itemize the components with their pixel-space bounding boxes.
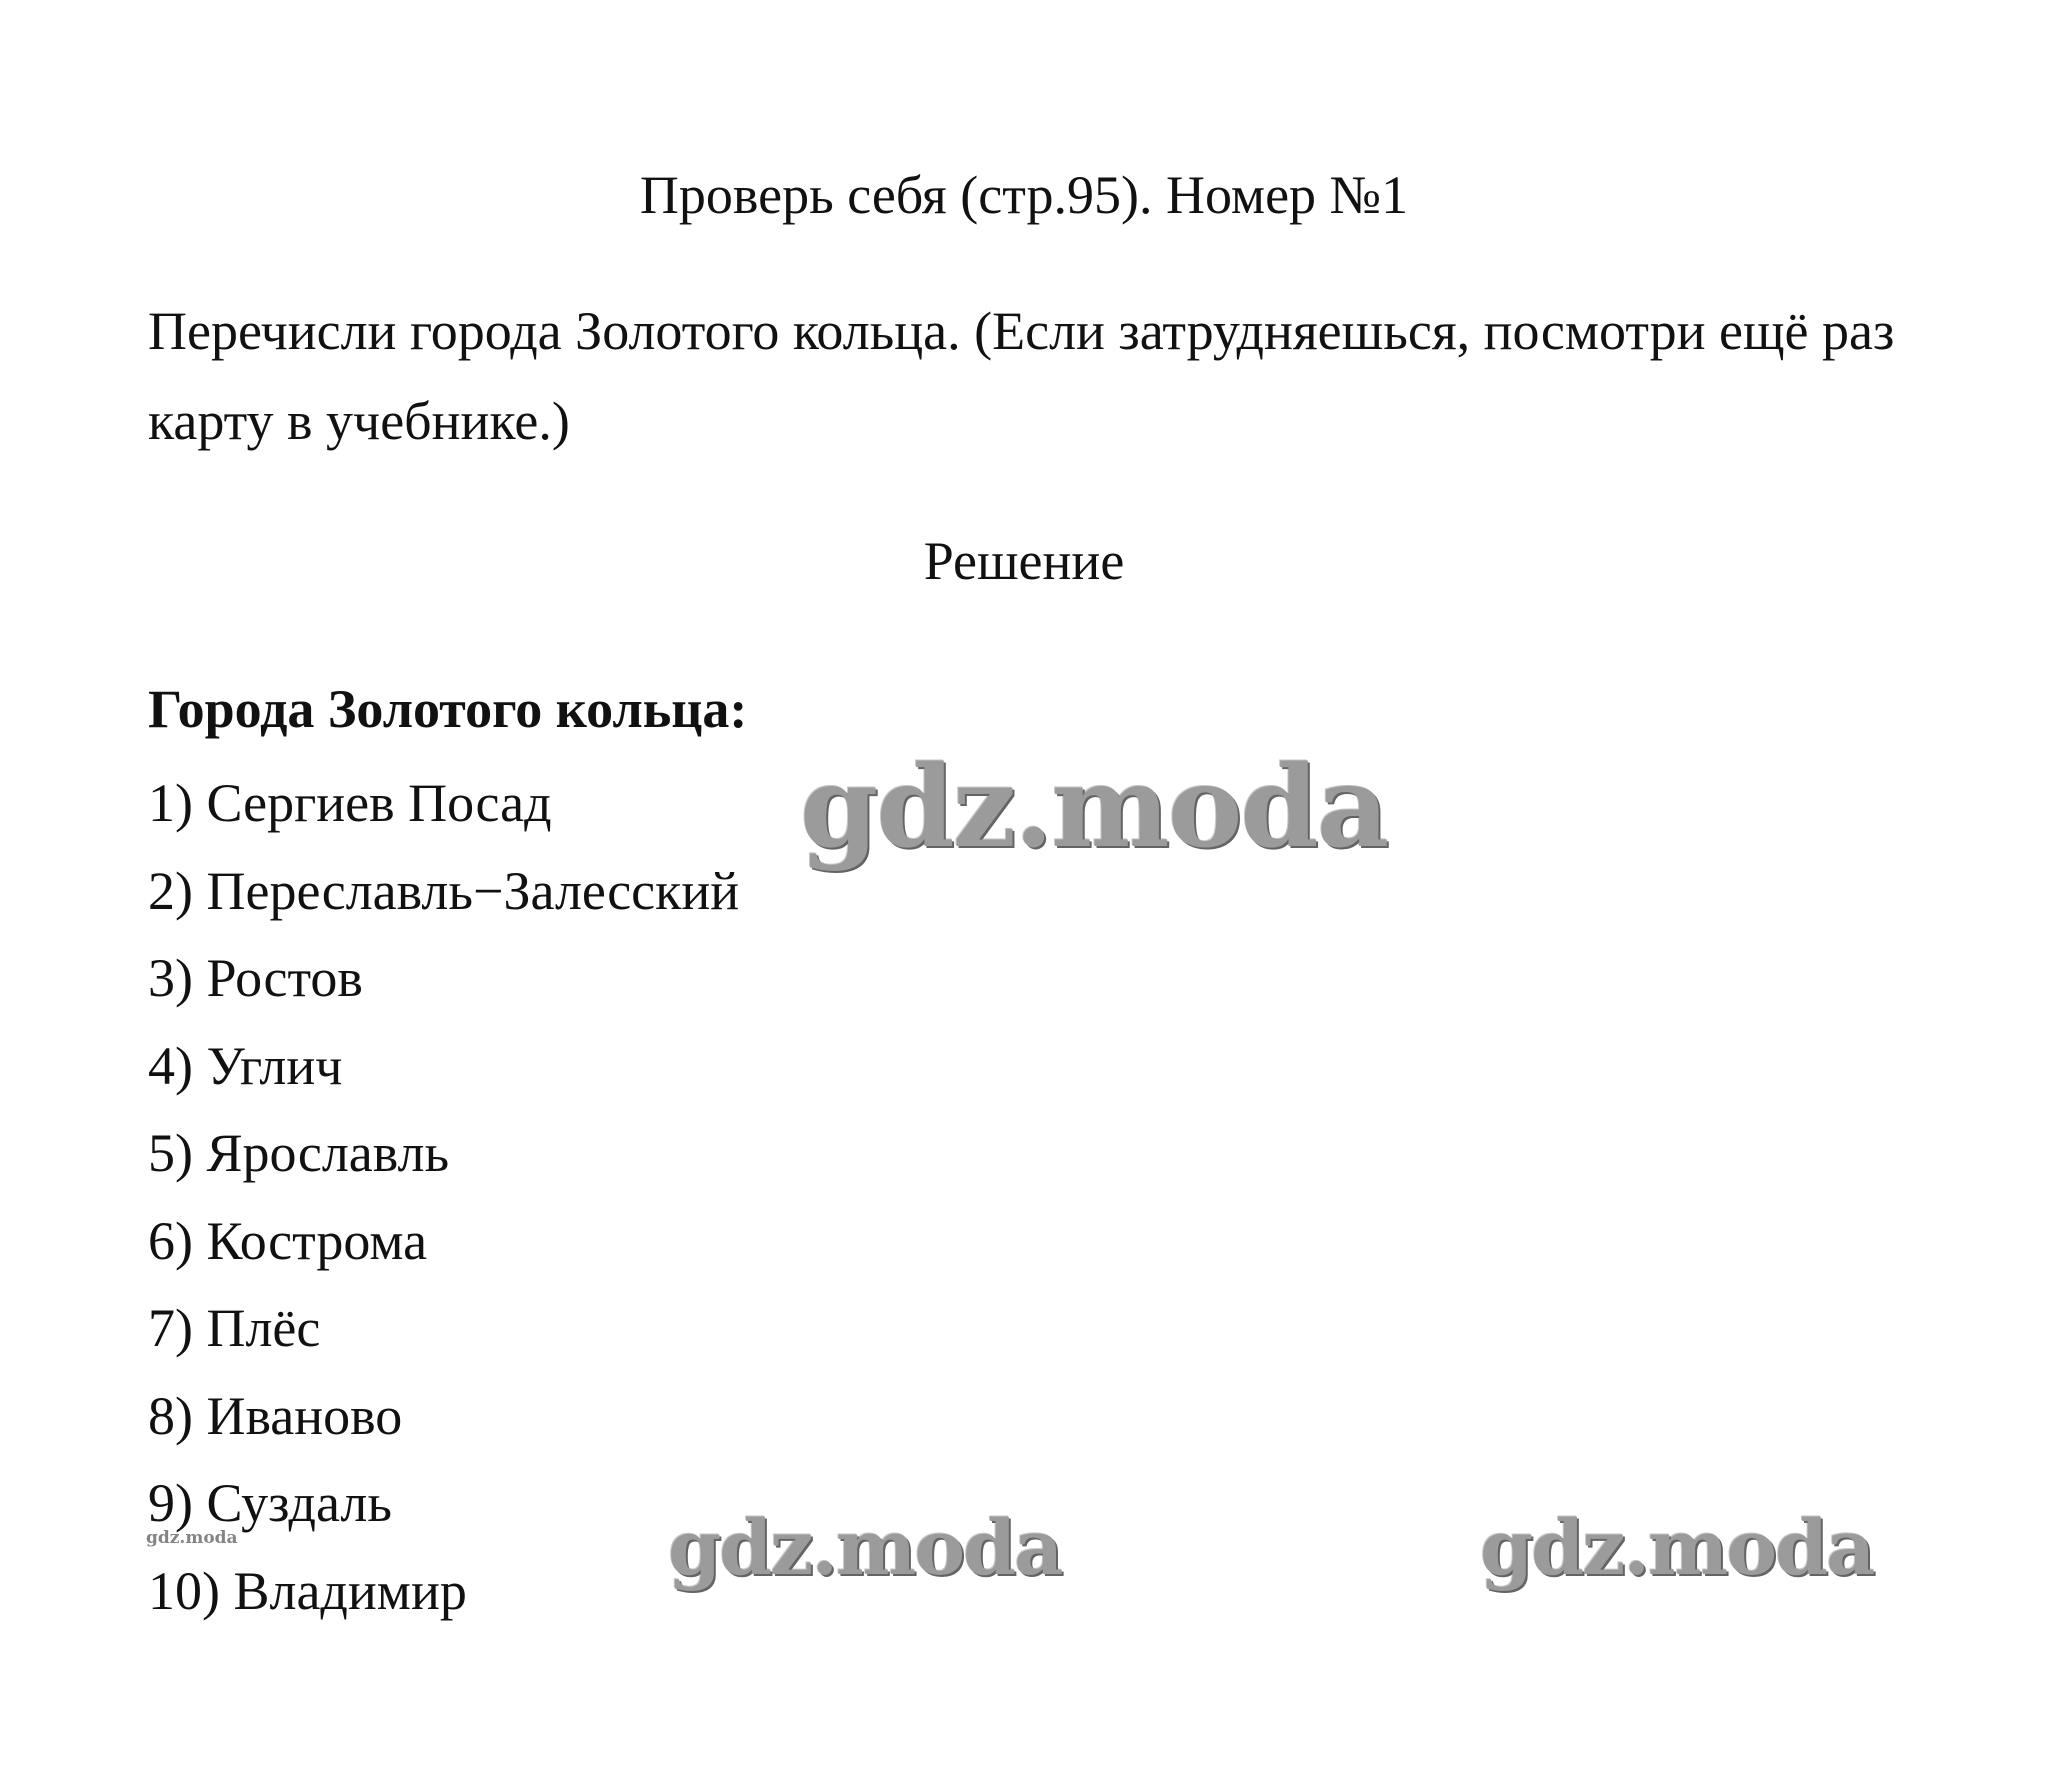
watermark-small: gdz.moda — [146, 1528, 238, 1548]
solution-heading: Решение — [923, 531, 1125, 591]
list-item: 4) Углич — [148, 1035, 343, 1096]
list-item: 1) Сергиев Посад — [148, 773, 552, 833]
list-item: 9) Суздаль — [148, 1473, 393, 1533]
answer-heading: Города Золотого кольца: — [148, 679, 748, 739]
list-item: 8) Иваново — [148, 1385, 403, 1446]
list-item: 3) Ростов — [148, 948, 363, 1008]
list-item: 7) Плёс — [148, 1298, 321, 1358]
task-text: Перечисли города Золотого кольца. (Если затрудняешься, посмотри ещё раз карту в учебнике.) — [148, 301, 1895, 451]
watermark-main: gdz.moda — [800, 742, 1388, 873]
list-item: 5) Ярославль — [148, 1123, 450, 1183]
list-item: 2) Переславль−Залесский — [148, 860, 740, 921]
list-item: 6) Кострома — [148, 1210, 428, 1271]
answer-list — [148, 760, 739, 1635]
list-item: 10) Владимир — [148, 1560, 467, 1621]
watermark-bottom-right: gdz.moda — [1480, 1503, 1874, 1592]
page-title: Проверь себя (стр.95). Номер №1 — [639, 165, 1409, 225]
watermark-bottom-left: gdz.moda — [668, 1503, 1062, 1592]
